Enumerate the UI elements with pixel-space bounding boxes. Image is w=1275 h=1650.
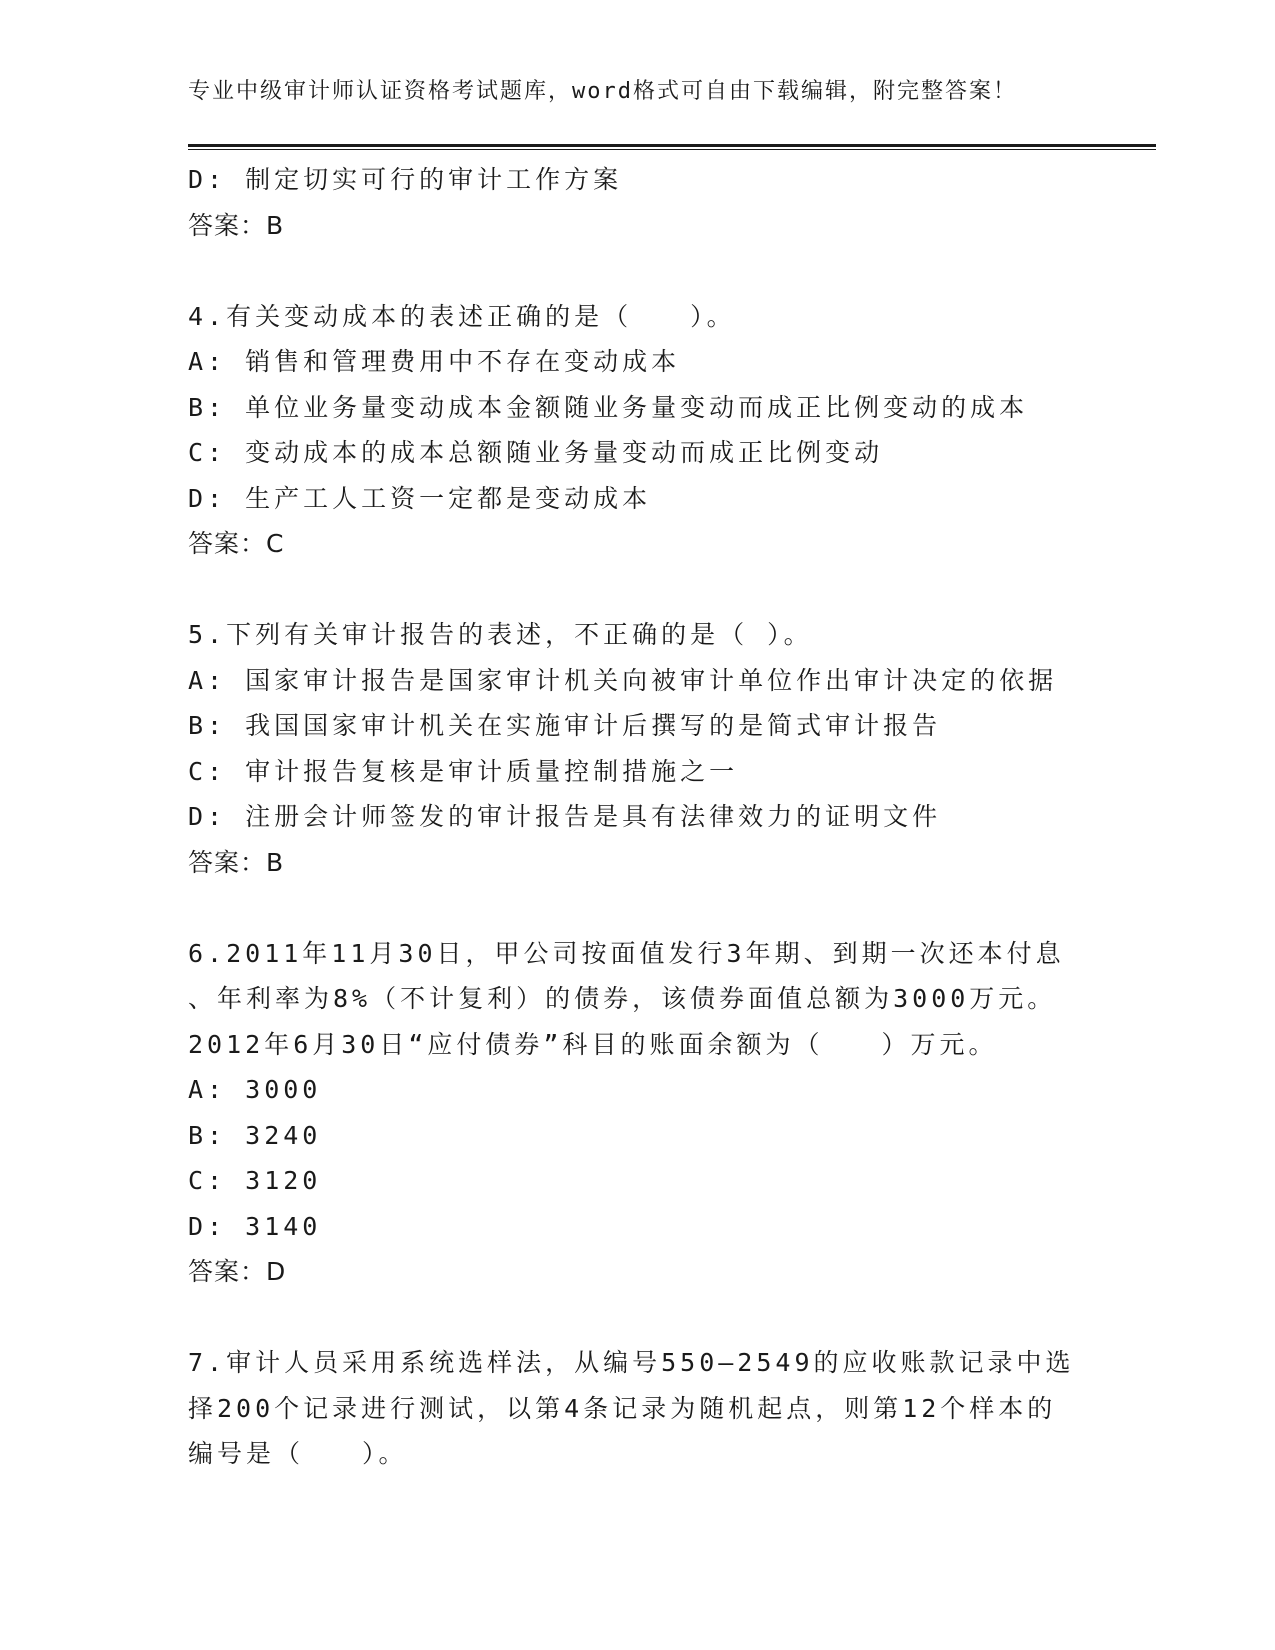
question-stem-line-1: 7.审计人员采用系统选样法，从编号550—2549的应收账款记录中选 <box>188 1348 1075 1377</box>
question-stem: 5.下列有关审计报告的表述，不正确的是（ ）。 <box>188 620 813 649</box>
option-d: D: 生产工人工资一定都是变动成本 <box>188 483 652 513</box>
option-c: C: 3120 <box>188 1166 322 1195</box>
option-b: B: 3240 <box>188 1120 322 1150</box>
spacer <box>188 567 1156 613</box>
answer: 答案：B <box>188 847 285 877</box>
option-d: D: 注册会计师签发的审计报告是具有法律效力的证明文件 <box>188 802 942 831</box>
document-page <box>188 0 1156 1650</box>
question-stem-line-1: 6.2011年11月30日，甲公司按面值发行3年期、到期一次还本付息 <box>188 938 1065 968</box>
question-stem-line-3: 2012年6月30日“应付债券”科目的账面余额为（ ）万元。 <box>188 1029 998 1059</box>
question-stem-line-2: 、年利率为8%（不计复利）的债券，该债券面值总额为3000万元。 <box>188 984 1057 1013</box>
answer: 答案：C <box>188 529 285 558</box>
spacer <box>188 248 1156 294</box>
spacer <box>188 1295 1156 1341</box>
option-d: D: 3140 <box>188 1211 322 1241</box>
option-d: D: 制定切实可行的审计工作方案 <box>188 165 623 194</box>
option-b: B: 单位业务量变动成本金额随业务量变动而成正比例变动的成本 <box>188 392 1029 422</box>
question-content <box>188 157 1156 1477</box>
page-header: 专业中级审计师认证资格考试题库，word格式可自由下载编辑，附完整答案！ <box>188 79 1017 104</box>
answer: 答案：B <box>188 210 285 240</box>
header-rule-thin <box>188 149 1156 150</box>
option-a: A: 3000 <box>188 1075 322 1104</box>
question-stem: 4.有关变动成本的表述正确的是（ ）。 <box>188 301 736 331</box>
option-a: A: 国家审计报告是国家审计机关向被审计单位作出审计决定的依据 <box>188 665 1058 695</box>
question-stem-line-2: 择200个记录进行测试，以第4条记录为随机起点，则第12个样本的 <box>188 1393 1057 1423</box>
option-b: B: 我国国家审计机关在实施审计后撰写的是简式审计报告 <box>188 711 942 740</box>
spacer <box>188 885 1156 931</box>
question-stem-line-3: 编号是（ ）。 <box>188 1439 408 1468</box>
option-c: C: 审计报告复核是审计质量控制措施之一 <box>188 756 739 786</box>
answer: 答案：D <box>188 1257 287 1286</box>
option-c: C: 变动成本的成本总额随业务量变动而成正比例变动 <box>188 438 884 467</box>
header-rule-thick <box>188 144 1156 147</box>
option-a: A: 销售和管理费用中不存在变动成本 <box>188 347 681 376</box>
